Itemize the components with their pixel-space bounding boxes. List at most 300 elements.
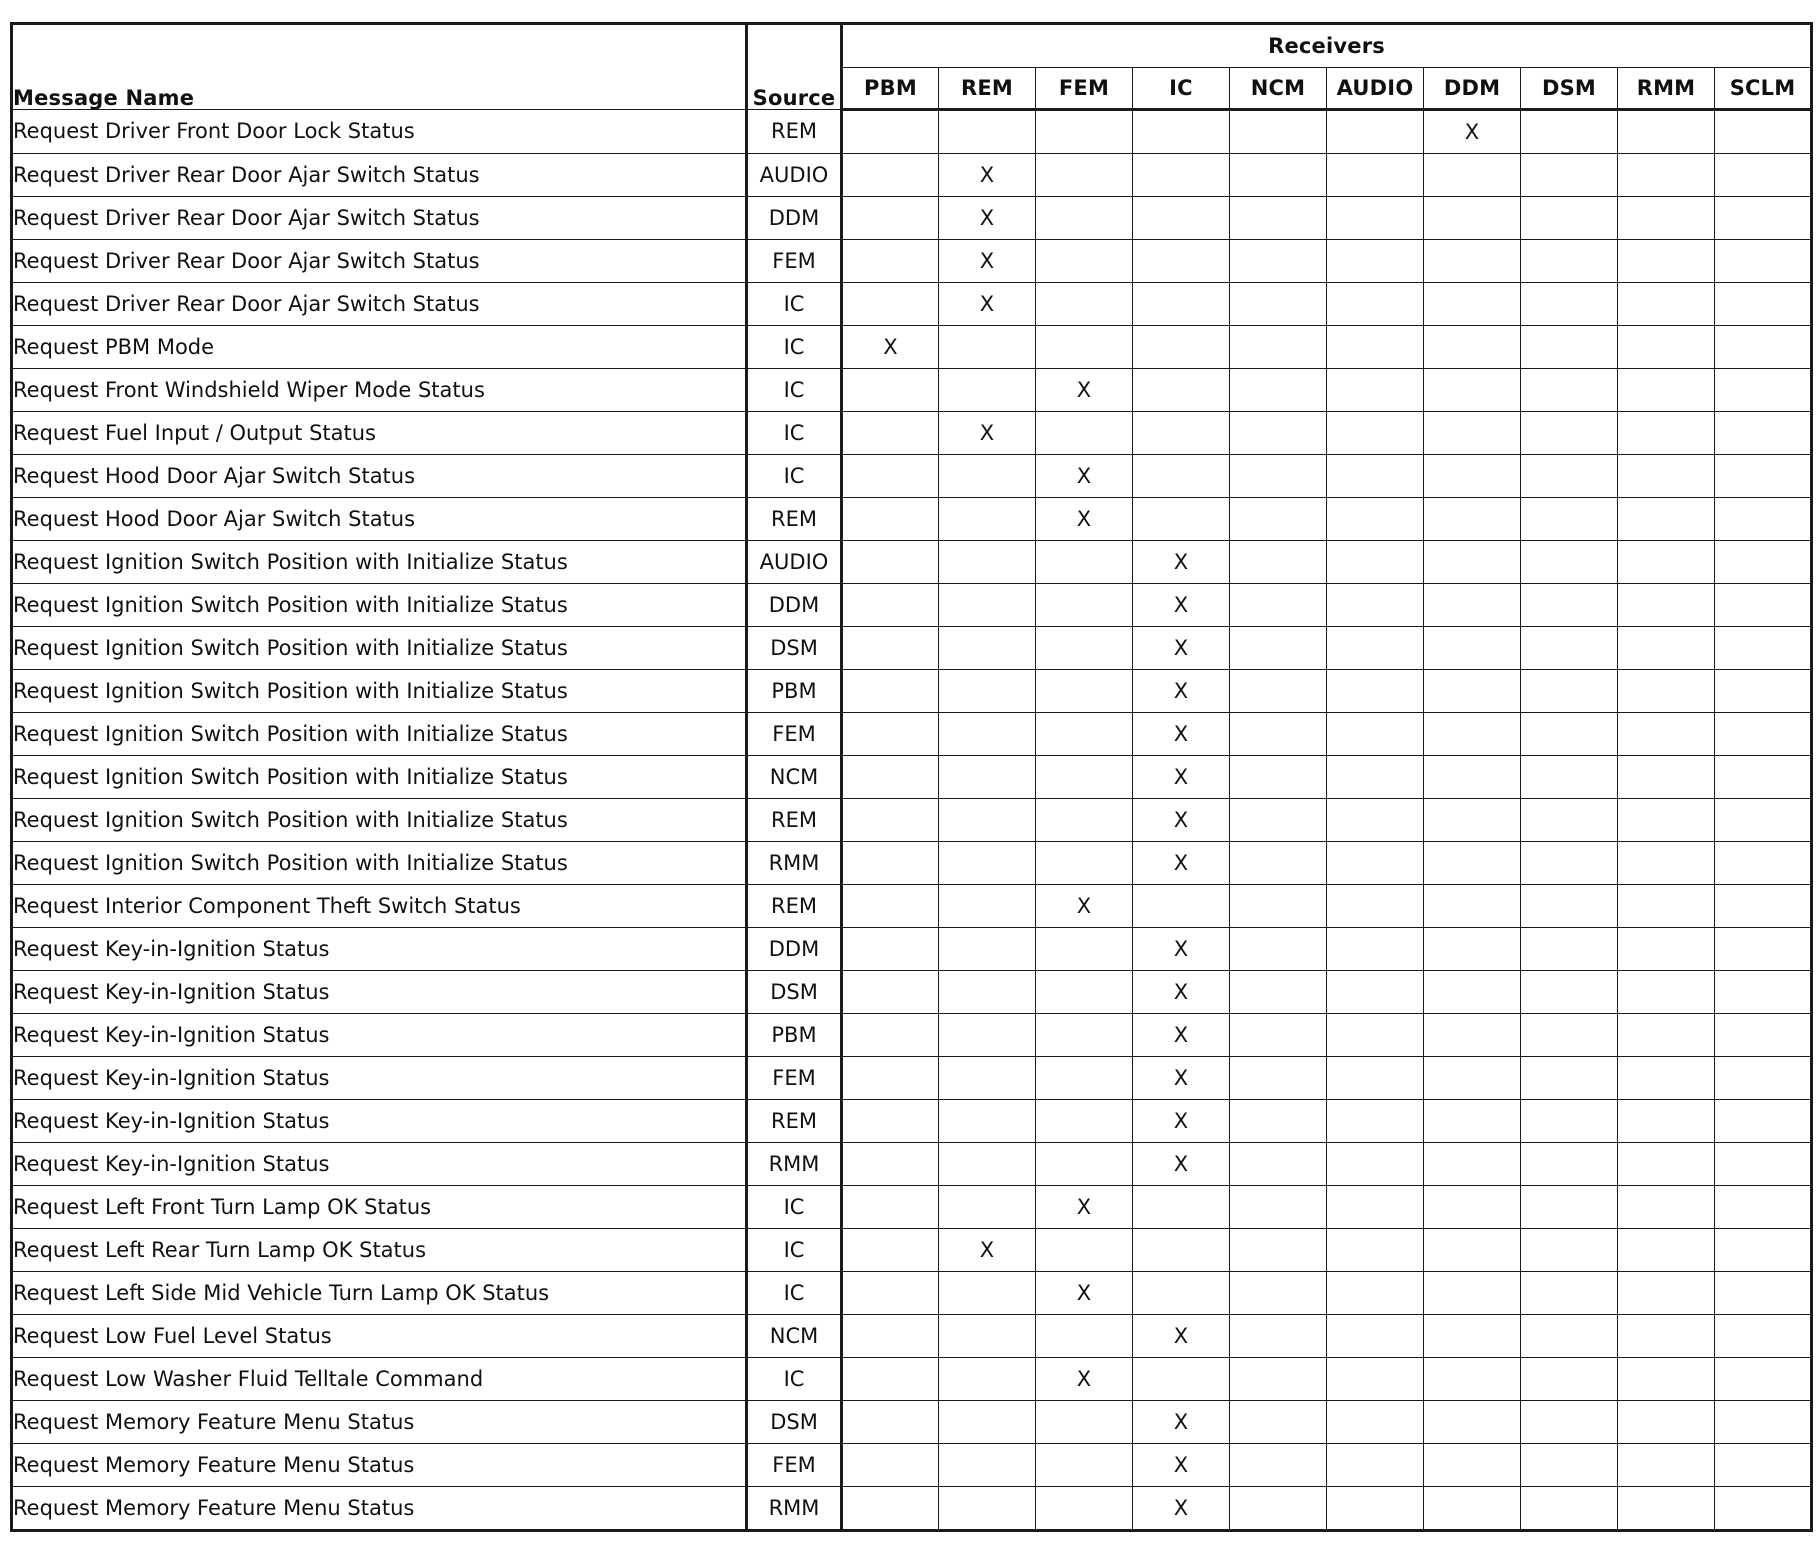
receiver-cell-audio [1327,1100,1424,1143]
receiver-mark-ic: X [1133,799,1230,842]
message-name-cell: Request Front Windshield Wiper Mode Status [12,369,747,412]
receiver-cell-ncm [1230,1014,1327,1057]
receiver-cell-pbm [842,1272,939,1315]
receiver-mark-ic: X [1133,541,1230,584]
receiver-cell-audio [1327,1358,1424,1401]
message-name-cell: Request Low Fuel Level Status [12,1315,747,1358]
receiver-cell-dsm [1521,1315,1618,1358]
source-cell: FEM [747,1057,842,1100]
source-cell: DSM [747,627,842,670]
receiver-header-rem: REM [939,68,1036,110]
receiver-cell-fem [1036,713,1133,756]
receiver-cell-audio [1327,1401,1424,1444]
message-name-cell: Request Ignition Switch Position with Initialize Status [12,842,747,885]
source-cell: REM [747,885,842,928]
receiver-cell-ddm [1424,885,1521,928]
receiver-cell-dsm [1521,455,1618,498]
receiver-cell-rmm [1618,885,1715,928]
receiver-cell-ncm [1230,928,1327,971]
header-row-top [12,24,1812,68]
receiver-cell-audio [1327,197,1424,240]
receiver-cell-rem [939,455,1036,498]
receiver-cell-dsm [1521,110,1618,154]
receiver-cell-pbm [842,627,939,670]
receiver-cell-audio [1327,842,1424,885]
receiver-cell-sclm [1715,1358,1812,1401]
receiver-cell-audio [1327,455,1424,498]
receiver-cell-fem [1036,541,1133,584]
receiver-cell-pbm [842,1444,939,1487]
source-cell: IC [747,1186,842,1229]
receiver-cell-pbm [842,713,939,756]
receiver-cell-ddm [1424,412,1521,455]
receiver-cell-sclm [1715,799,1812,842]
receiver-cell-ic [1133,412,1230,455]
receiver-cell-sclm [1715,283,1812,326]
receiver-cell-fem [1036,1143,1133,1186]
receiver-cell-audio [1327,584,1424,627]
receiver-cell-fem [1036,1229,1133,1272]
receiver-cell-ncm [1230,455,1327,498]
receiver-cell-ncm [1230,799,1327,842]
receiver-cell-ddm [1424,1487,1521,1531]
receiver-cell-fem [1036,670,1133,713]
message-name-cell: Request Driver Front Door Lock Status [12,110,747,154]
receiver-cell-rem [939,1401,1036,1444]
receiver-mark-ic: X [1133,1401,1230,1444]
receiver-cell-pbm [842,541,939,584]
receiver-cell-rmm [1618,799,1715,842]
message-name-cell: Request Key-in-Ignition Status [12,971,747,1014]
table-row [12,154,1812,197]
receiver-cell-audio [1327,971,1424,1014]
receiver-cell-ncm [1230,1229,1327,1272]
table-row [12,1143,1812,1186]
source-cell: AUDIO [747,154,842,197]
receiver-mark-ic: X [1133,1143,1230,1186]
table-row [12,369,1812,412]
receiver-cell-ncm [1230,369,1327,412]
receiver-cell-dsm [1521,541,1618,584]
receiver-cell-audio [1327,154,1424,197]
table-row [12,670,1812,713]
receiver-cell-audio [1327,799,1424,842]
receiver-cell-ic [1133,1358,1230,1401]
receiver-cell-ddm [1424,713,1521,756]
receiver-cell-sclm [1715,1014,1812,1057]
receiver-cell-rem [939,1487,1036,1531]
receiver-cell-pbm [842,1100,939,1143]
receiver-cell-sclm [1715,1401,1812,1444]
table-row [12,928,1812,971]
receiver-mark-rem: X [939,1229,1036,1272]
receiver-mark-ddm: X [1424,110,1521,154]
receiver-cell-rmm [1618,1100,1715,1143]
table-row [12,1229,1812,1272]
message-name-cell: Request Key-in-Ignition Status [12,928,747,971]
receiver-cell-dsm [1521,1444,1618,1487]
receiver-cell-audio [1327,240,1424,283]
receiver-cell-dsm [1521,1401,1618,1444]
receiver-cell-audio [1327,1186,1424,1229]
receiver-cell-ddm [1424,1057,1521,1100]
receiver-cell-fem [1036,240,1133,283]
receiver-cell-dsm [1521,627,1618,670]
receiver-mark-fem: X [1036,498,1133,541]
table-row [12,412,1812,455]
message-name-cell: Request Ignition Switch Position with Initialize Status [12,799,747,842]
receiver-cell-rmm [1618,1143,1715,1186]
receiver-cell-pbm [842,756,939,799]
receiver-cell-rmm [1618,283,1715,326]
source-cell: NCM [747,756,842,799]
receiver-cell-ncm [1230,1358,1327,1401]
receiver-cell-sclm [1715,541,1812,584]
table-row [12,110,1812,154]
receiver-cell-pbm [842,1401,939,1444]
receiver-cell-rmm [1618,627,1715,670]
receiver-mark-fem: X [1036,885,1133,928]
table-row [12,885,1812,928]
receiver-cell-pbm [842,369,939,412]
receiver-cell-ddm [1424,1272,1521,1315]
receiver-cell-fem [1036,326,1133,369]
receiver-cell-ncm [1230,1487,1327,1531]
receiver-cell-ddm [1424,154,1521,197]
receiver-cell-sclm [1715,1315,1812,1358]
receiver-cell-pbm [842,197,939,240]
source-cell: IC [747,369,842,412]
receiver-cell-ncm [1230,1401,1327,1444]
receiver-cell-dsm [1521,1143,1618,1186]
receiver-cell-ncm [1230,110,1327,154]
receiver-cell-ddm [1424,369,1521,412]
message-name-cell: Request Key-in-Ignition Status [12,1100,747,1143]
receiver-cell-dsm [1521,713,1618,756]
receiver-cell-ncm [1230,498,1327,541]
receiver-cell-sclm [1715,154,1812,197]
table-row [12,1401,1812,1444]
receiver-cell-rmm [1618,1401,1715,1444]
message-name-cell: Request Driver Rear Door Ajar Switch Status [12,197,747,240]
receiver-cell-pbm [842,842,939,885]
table-row [12,842,1812,885]
receiver-cell-audio [1327,1487,1424,1531]
receiver-cell-dsm [1521,670,1618,713]
receiver-cell-sclm [1715,1100,1812,1143]
receiver-cell-rem [939,799,1036,842]
message-name-cell: Request Memory Feature Menu Status [12,1487,747,1531]
receiver-cell-audio [1327,928,1424,971]
receiver-cell-rmm [1618,369,1715,412]
receiver-cell-rmm [1618,1186,1715,1229]
receiver-cell-dsm [1521,1186,1618,1229]
receiver-cell-rmm [1618,240,1715,283]
table-row [12,1315,1812,1358]
receiver-cell-fem [1036,842,1133,885]
receiver-cell-ddm [1424,971,1521,1014]
receiver-cell-rem [939,1014,1036,1057]
receiver-cell-pbm [842,584,939,627]
receiver-cell-dsm [1521,154,1618,197]
receiver-cell-dsm [1521,799,1618,842]
receiver-cell-fem [1036,799,1133,842]
receiver-mark-rem: X [939,283,1036,326]
receiver-cell-sclm [1715,971,1812,1014]
receiver-cell-audio [1327,1444,1424,1487]
receiver-cell-ncm [1230,154,1327,197]
message-name-cell: Request Key-in-Ignition Status [12,1143,747,1186]
receiver-cell-ic [1133,283,1230,326]
receiver-mark-ic: X [1133,971,1230,1014]
receiver-cell-dsm [1521,842,1618,885]
message-name-cell: Request Ignition Switch Position with Initialize Status [12,713,747,756]
receiver-cell-ddm [1424,197,1521,240]
receiver-cell-sclm [1715,1487,1812,1531]
receiver-cell-audio [1327,885,1424,928]
source-cell: DSM [747,971,842,1014]
message-name-cell: Request Key-in-Ignition Status [12,1057,747,1100]
receivers-header: Receivers [842,24,1812,68]
receiver-cell-ic [1133,197,1230,240]
receiver-cell-rem [939,713,1036,756]
receiver-cell-sclm [1715,197,1812,240]
receiver-cell-ddm [1424,283,1521,326]
message-name-cell: Request Ignition Switch Position with Initialize Status [12,670,747,713]
source-cell: IC [747,1358,842,1401]
receiver-cell-ic [1133,885,1230,928]
table-row [12,627,1812,670]
receiver-cell-ncm [1230,1186,1327,1229]
source-cell: FEM [747,240,842,283]
receiver-cell-ic [1133,240,1230,283]
receiver-cell-audio [1327,713,1424,756]
receiver-cell-sclm [1715,1229,1812,1272]
receiver-cell-fem [1036,1057,1133,1100]
source-cell: REM [747,799,842,842]
receiver-mark-ic: X [1133,584,1230,627]
receiver-header-rmm: RMM [1618,68,1715,110]
receiver-header-fem: FEM [1036,68,1133,110]
receiver-cell-pbm [842,110,939,154]
message-name-cell: Request Ignition Switch Position with Initialize Status [12,584,747,627]
receiver-cell-rem [939,369,1036,412]
message-name-cell: Request Low Washer Fluid Telltale Command [12,1358,747,1401]
receiver-header-ic: IC [1133,68,1230,110]
message-receiver-table-container [10,22,1813,1532]
receiver-cell-audio [1327,1272,1424,1315]
table-row [12,799,1812,842]
receiver-cell-pbm [842,283,939,326]
source-cell: AUDIO [747,541,842,584]
message-name-cell: Request PBM Mode [12,326,747,369]
receiver-mark-rem: X [939,412,1036,455]
receiver-header-pbm: PBM [842,68,939,110]
receiver-cell-ddm [1424,1143,1521,1186]
receiver-cell-ncm [1230,670,1327,713]
receiver-cell-audio [1327,110,1424,154]
source-cell: FEM [747,713,842,756]
table-row [12,971,1812,1014]
receiver-mark-fem: X [1036,1186,1133,1229]
receiver-cell-audio [1327,498,1424,541]
receiver-cell-rmm [1618,928,1715,971]
receiver-cell-sclm [1715,455,1812,498]
receiver-cell-rmm [1618,670,1715,713]
receiver-cell-dsm [1521,885,1618,928]
receiver-cell-pbm [842,1358,939,1401]
source-cell: IC [747,326,842,369]
source-cell: DDM [747,197,842,240]
receiver-mark-fem: X [1036,455,1133,498]
message-name-cell: Request Ignition Switch Position with Initialize Status [12,756,747,799]
receiver-cell-ncm [1230,885,1327,928]
receiver-cell-ncm [1230,240,1327,283]
receiver-cell-dsm [1521,1487,1618,1531]
receiver-cell-rmm [1618,842,1715,885]
receiver-cell-sclm [1715,412,1812,455]
receiver-mark-pbm: X [842,326,939,369]
source-cell: DDM [747,928,842,971]
table-row [12,326,1812,369]
receiver-cell-ddm [1424,627,1521,670]
receiver-cell-rmm [1618,110,1715,154]
receiver-cell-audio [1327,412,1424,455]
receiver-cell-dsm [1521,326,1618,369]
receiver-cell-audio [1327,326,1424,369]
table-row [12,498,1812,541]
receiver-cell-rmm [1618,713,1715,756]
receiver-cell-dsm [1521,197,1618,240]
receiver-cell-dsm [1521,928,1618,971]
receiver-cell-rmm [1618,1014,1715,1057]
message-name-cell: Request Interior Component Theft Switch Status [12,885,747,928]
message-name-cell: Request Driver Rear Door Ajar Switch Status [12,240,747,283]
receiver-cell-dsm [1521,1229,1618,1272]
receiver-mark-ic: X [1133,842,1230,885]
receiver-cell-ddm [1424,584,1521,627]
receiver-mark-ic: X [1133,1100,1230,1143]
table-row [12,1444,1812,1487]
table-row [12,1358,1812,1401]
source-cell: IC [747,455,842,498]
receiver-cell-pbm [842,455,939,498]
receiver-cell-rem [939,1100,1036,1143]
receiver-cell-pbm [842,1487,939,1531]
receiver-cell-ncm [1230,971,1327,1014]
receiver-cell-rmm [1618,326,1715,369]
receiver-cell-sclm [1715,1444,1812,1487]
source-cell: RMM [747,842,842,885]
receiver-cell-pbm [842,1315,939,1358]
table-row [12,713,1812,756]
receiver-cell-sclm [1715,1186,1812,1229]
receiver-cell-sclm [1715,1272,1812,1315]
receiver-cell-sclm [1715,1143,1812,1186]
receiver-cell-ncm [1230,1057,1327,1100]
receiver-cell-ddm [1424,498,1521,541]
receiver-cell-rem [939,1444,1036,1487]
table-row [12,1272,1812,1315]
receiver-cell-rem [939,1358,1036,1401]
receiver-cell-rmm [1618,541,1715,584]
source-cell: IC [747,412,842,455]
receiver-cell-fem [1036,928,1133,971]
receiver-cell-ic [1133,154,1230,197]
receiver-cell-ncm [1230,842,1327,885]
receiver-cell-ic [1133,1229,1230,1272]
receiver-cell-sclm [1715,498,1812,541]
receiver-cell-dsm [1521,240,1618,283]
receiver-cell-audio [1327,756,1424,799]
receiver-header-ddm: DDM [1424,68,1521,110]
receiver-mark-ic: X [1133,756,1230,799]
receiver-cell-ddm [1424,1401,1521,1444]
receiver-cell-pbm [842,240,939,283]
receiver-cell-fem [1036,197,1133,240]
receiver-cell-ddm [1424,240,1521,283]
receiver-cell-ic [1133,1186,1230,1229]
message-name-cell: Request Fuel Input / Output Status [12,412,747,455]
table-row [12,1186,1812,1229]
receiver-cell-sclm [1715,670,1812,713]
receiver-cell-dsm [1521,498,1618,541]
receiver-cell-rmm [1618,1444,1715,1487]
source-cell: IC [747,283,842,326]
message-name-cell: Request Memory Feature Menu Status [12,1444,747,1487]
table-row [12,1057,1812,1100]
receiver-cell-fem [1036,756,1133,799]
receiver-cell-fem [1036,627,1133,670]
receiver-cell-ddm [1424,842,1521,885]
message-name-cell: Request Key-in-Ignition Status [12,1014,747,1057]
receiver-cell-ncm [1230,756,1327,799]
receiver-cell-fem [1036,412,1133,455]
source-cell: FEM [747,1444,842,1487]
receiver-cell-sclm [1715,369,1812,412]
receiver-cell-dsm [1521,1057,1618,1100]
receiver-cell-dsm [1521,756,1618,799]
table-row [12,1014,1812,1057]
table-row [12,541,1812,584]
receiver-cell-rmm [1618,756,1715,799]
receiver-cell-ncm [1230,326,1327,369]
receiver-cell-ic [1133,326,1230,369]
receiver-cell-pbm [842,971,939,1014]
message-name-cell: Request Driver Rear Door Ajar Switch Status [12,283,747,326]
receiver-cell-dsm [1521,584,1618,627]
message-name-cell: Request Left Front Turn Lamp OK Status [12,1186,747,1229]
receiver-cell-ic [1133,498,1230,541]
receiver-cell-ncm [1230,1100,1327,1143]
message-name-cell: Request Hood Door Ajar Switch Status [12,455,747,498]
receiver-cell-rmm [1618,197,1715,240]
receiver-cell-fem [1036,1100,1133,1143]
receiver-cell-rmm [1618,1315,1715,1358]
receiver-cell-ncm [1230,197,1327,240]
receiver-cell-ddm [1424,1444,1521,1487]
receiver-cell-rem [939,1057,1036,1100]
receiver-cell-rmm [1618,154,1715,197]
receiver-mark-ic: X [1133,1315,1230,1358]
receiver-cell-audio [1327,283,1424,326]
table-row [12,1100,1812,1143]
table-row [12,584,1812,627]
receiver-cell-ddm [1424,541,1521,584]
receiver-cell-dsm [1521,971,1618,1014]
receiver-cell-ncm [1230,1315,1327,1358]
receiver-cell-sclm [1715,1057,1812,1100]
